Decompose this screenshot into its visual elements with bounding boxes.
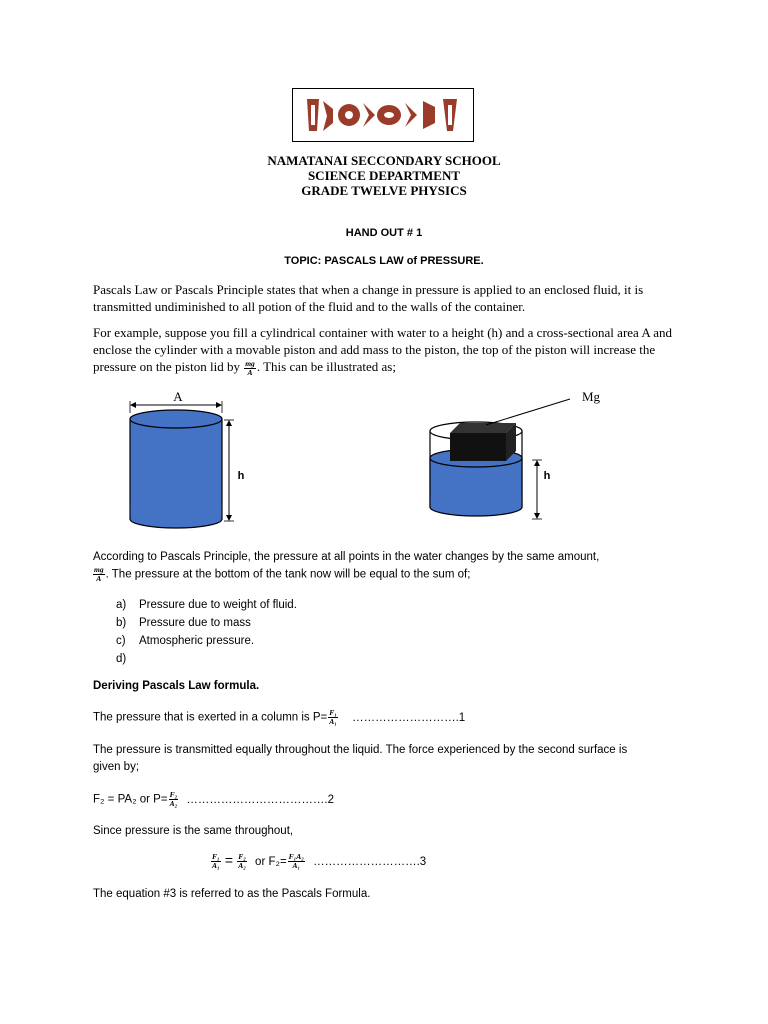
height-label-left: h (237, 470, 245, 482)
course-name: GRADE TWELVE PHYSICS (301, 183, 467, 198)
mass-block (450, 433, 506, 461)
mg-over-a-fraction: $\frac{mg}{A}$ (245, 358, 255, 377)
equation-1: The pressure that is exerted in a column is P= $\frac{\text{F₁}}{\text{A₁}}$ ……………………….1 (93, 708, 466, 726)
cylinder-diagram (120, 385, 600, 530)
example-text-end: . This can be illustrated as; (256, 359, 396, 374)
list-item: c) Atmospheric pressure. (116, 635, 255, 647)
example-text: For example, suppose you fill a cylindrical container with water to a height (h) and a cross-sectional area A and enclose the cylinder with a movable piston and add mass to the piston, the top of the piston will increase the pressure on the piston lid by (93, 325, 673, 374)
principle-paragraph (93, 549, 693, 584)
example-paragraph (93, 324, 683, 377)
since-text: Since pressure is the same throughout, (93, 825, 294, 837)
equation-2: F₂ = PA₂ or P= $\frac{\text{F₂}}{\text{A₂}}$ ……………………………….2 (93, 790, 334, 808)
list-item: b) Pressure due to mass (116, 617, 251, 629)
topic-title: TOPIC: PASCALS LAW of PRESSURE. (284, 255, 484, 267)
principle-text-end: . The pressure at the bottom of the tank now will be equal to the sum of; (105, 568, 471, 581)
list-item: a) Pressure due to weight of fluid. (116, 599, 297, 611)
school-logo (292, 88, 474, 142)
mg-over-a-fraction-2: $\frac{mg}{A}$ (94, 565, 104, 583)
department-name: SCIENCE DEPARTMENT (307, 168, 461, 183)
conclusion-text: The equation #3 is referred to as the Pascals Formula. (93, 888, 371, 900)
mass-label: Mg (582, 389, 600, 404)
list-item: d) (116, 653, 127, 665)
transmission-paragraph: The pressure is transmitted equally throughout the liquid. The force experienced by the second surface is given by; (93, 744, 628, 773)
piston-cylinder (430, 422, 522, 516)
tribal-pattern-icon (293, 89, 473, 141)
school-name: NAMATANAI SECCONDARY SCHOOL (267, 153, 501, 168)
principle-text: According to Pascals Principle, the pressure at all points in the water changes by the same amount, (93, 551, 600, 563)
open-cylinder (130, 410, 222, 528)
handout-number: HAND OUT # 1 (345, 227, 423, 239)
area-label: A (173, 389, 183, 404)
equation-3: $\frac{\text{F₁}}{\text{A₁}}$ = $\frac{\text{F₂}}{\text{A₂}}$ or F₂= $\frac{\text{F₁A₂}}{\text{A₁}}$ ……………………….3 (212, 852, 427, 871)
height-label-right: h (543, 470, 551, 482)
section-heading: Deriving Pascals Law formula. (93, 680, 260, 692)
definition-paragraph: Pascals Law or Pascals Principle states that when a change in pressure is applied to an enclosed fluid, it is transmitted undiminished to all potion of the fluid and to the walls of the container. (93, 282, 644, 314)
